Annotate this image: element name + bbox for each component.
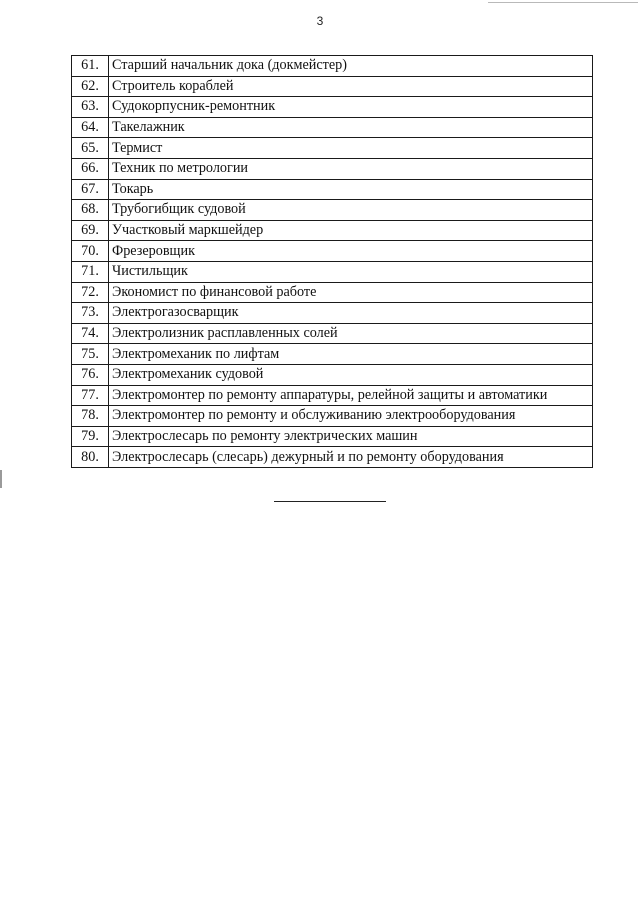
row-number: 68. [72,200,109,221]
profession-name: Электромеханик судовой [109,364,593,385]
table-row [72,364,593,385]
scan-artifact-line [488,2,638,3]
row-number: 67. [72,179,109,200]
row-number: 75. [72,344,109,365]
table-row [72,241,593,262]
table-row [72,447,593,468]
row-number: 62. [72,76,109,97]
table-row [72,76,593,97]
profession-name: Строитель кораблей [109,76,593,97]
table-row [72,282,593,303]
table-row [72,97,593,118]
table-row [72,56,593,77]
profession-name: Участковый маркшейдер [109,220,593,241]
table-row [72,117,593,138]
row-number: 73. [72,303,109,324]
profession-name: Токарь [109,179,593,200]
profession-name: Техник по метрологии [109,158,593,179]
profession-name: Электромонтер по ремонту аппаратуры, релейной защиты и автоматики [109,385,593,406]
professions-table-body [72,56,593,468]
row-number: 79. [72,426,109,447]
profession-name: Такелажник [109,117,593,138]
row-number: 71. [72,261,109,282]
table-row [72,220,593,241]
table-row [72,426,593,447]
row-number: 64. [72,117,109,138]
profession-name: Экономист по финансовой работе [109,282,593,303]
table-row [72,138,593,159]
table-row [72,323,593,344]
profession-name: Электрослесарь по ремонту электрических машин [109,426,593,447]
profession-name: Электрослесарь (слесарь) дежурный и по ремонту оборудования [109,447,593,468]
profession-name: Электромеханик по лифтам [109,344,593,365]
row-number: 80. [72,447,109,468]
profession-name: Чистильщик [109,261,593,282]
profession-name: Электрогазосварщик [109,303,593,324]
table-row [72,406,593,427]
end-of-list-rule [274,501,386,502]
profession-name: Электролизник расплавленных солей [109,323,593,344]
table-row [72,385,593,406]
table-row [72,303,593,324]
profession-name: Электромонтер по ремонту и обслуживанию электрооборудования [109,406,593,427]
row-number: 65. [72,138,109,159]
profession-name: Трубогибщик судовой [109,200,593,221]
profession-name: Термист [109,138,593,159]
table-row [72,179,593,200]
row-number: 76. [72,364,109,385]
table-row [72,200,593,221]
scan-artifact-mark [0,470,2,488]
professions-table [71,55,593,468]
row-number: 66. [72,158,109,179]
row-number: 74. [72,323,109,344]
row-number: 70. [72,241,109,262]
row-number: 69. [72,220,109,241]
row-number: 63. [72,97,109,118]
table-row [72,344,593,365]
profession-name: Судокорпусник-ремонтник [109,97,593,118]
row-number: 72. [72,282,109,303]
row-number: 61. [72,56,109,77]
row-number: 78. [72,406,109,427]
profession-name: Фрезеровщик [109,241,593,262]
table-row [72,261,593,282]
page-number: 3 [316,14,324,28]
table-row [72,158,593,179]
row-number: 77. [72,385,109,406]
profession-name: Старший начальник дока (докмейстер) [109,56,593,77]
